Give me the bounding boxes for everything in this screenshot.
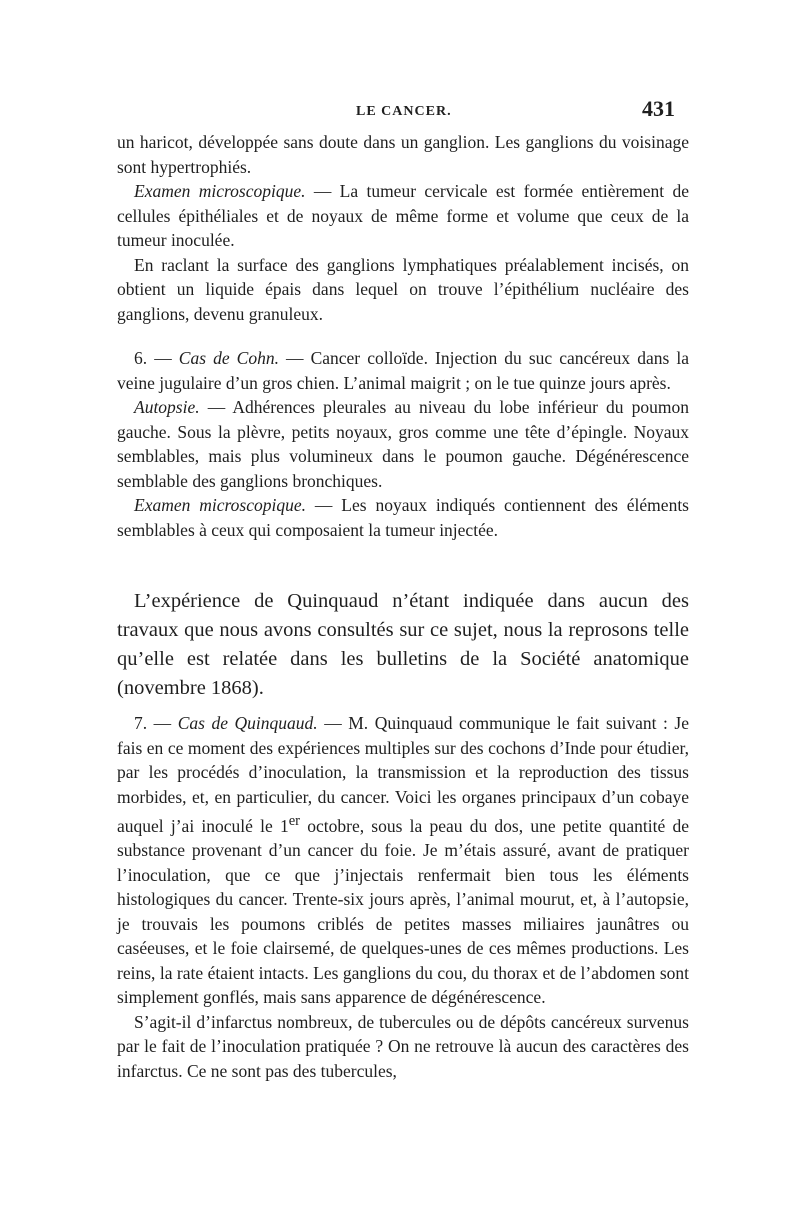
section-case-5-continued xyxy=(117,130,689,326)
section-quinquaud-intro xyxy=(117,587,689,703)
page-header xyxy=(0,96,800,126)
paragraph-text: — La tumeur cervicale est formée entièrement de cellules épithéliales et de noyaux de même forme et volume que ceux de la tumeur inoculée. xyxy=(117,181,689,250)
section-case-6 xyxy=(117,346,689,542)
paragraph: un haricot, développée sans doute dans un ganglion. Les ganglions du voisinage sont hypertrophiés. xyxy=(117,132,689,177)
microscopic-exam-label: Examen microscopique. xyxy=(134,181,306,201)
paragraph xyxy=(117,179,689,253)
case-title: Cas de Quinquaud. xyxy=(177,713,318,733)
paragraph-text: — Adhérences pleurales au niveau du lobe inférieur du poumon gauche. Sous la plèvre, petits noyaux, gros comme une tête d’épingle. Noyaux semblables, mais plus volumineux dans le poumon gauche. Dégénérescence semblable des ganglions bronchiques. xyxy=(117,397,689,491)
page-number: 431 xyxy=(642,96,675,121)
paragraph xyxy=(117,711,689,1010)
paragraph: En raclant la surface des ganglions lymphatiques préalablement incisés, on obtient un liquide épais dans lequel on trouve l’épithélium nucléaire des ganglions, devenu granuleux. xyxy=(117,254,689,324)
paragraph xyxy=(117,395,689,493)
case-title: Cas de Cohn. xyxy=(178,348,279,368)
autopsy-label: Autopsie. xyxy=(134,397,200,417)
paragraph-text: — Les noyaux indiqués contiennent des éléments semblables à ceux qui composaient la tumeur injectée. xyxy=(117,495,689,540)
microscopic-exam-label: Examen microscopique. xyxy=(134,495,307,515)
paragraph-text: — Cancer colloïde. Injection du suc cancéreux dans la veine jugulaire d’un gros chien. L’animal maigrit ; on le tue quinze jours après. xyxy=(117,348,689,393)
paragraph: L’expérience de Quinquaud n’étant indiquée dans aucun des travaux que nous avons consultés sur ce sujet, nous la reprosons telle qu’elle est relatée dans les bulletins de la Société anatomique (novembre 1868). xyxy=(117,590,689,699)
running-head: LE CANCER. xyxy=(356,104,452,119)
paragraph: S’agit-il d’infarctus nombreux, de tubercules ou de dépôts cancéreux survenus par le fait de l’inoculation pratiquée ? On ne retrouve là aucun des caractères des infarctus. Ce ne sont pas des tubercules, xyxy=(117,1011,689,1081)
case-number: 6. — xyxy=(134,348,179,368)
paragraph xyxy=(117,346,689,395)
ordinal-superscript: er xyxy=(288,813,301,829)
case-number: 7. — xyxy=(134,713,178,733)
paragraph-text: octobre, sous la peau du dos, une petite quantité de substance provenant d’un cancer du foie. Je m’étais assuré, avant de pratiquer l’inoculation, que ce que j’injectais renfermait bien tous les éléments histologiques du cancer. Trente-six jours après, l’animal mourut, et, à l’autopsie, je trouvais les poumons criblés de petites masses miliaires jaunâtres ou caséeuses, et le foie clairsemé, de quelques-unes de ces mêmes productions. Les reins, la rate étaient intacts. Les ganglions du cou, du thorax et de l’abdomen sont simplement gonflés, mais sans apparence de dégénérescence. xyxy=(117,815,689,1008)
paragraph xyxy=(117,493,689,542)
section-case-7 xyxy=(117,711,689,1083)
paragraph-text: — M. Quinquaud communique le fait suivant : Je fais en ce moment des expériences multiples sur des cochons d’Inde pour étudier, par les procédés d’inoculation, la transmission et la reproduction des tissus morbides, et, en particulier, du cancer. Voici les organes principaux d’un cobaye auquel j’ai inoculé le 1 xyxy=(117,713,690,836)
